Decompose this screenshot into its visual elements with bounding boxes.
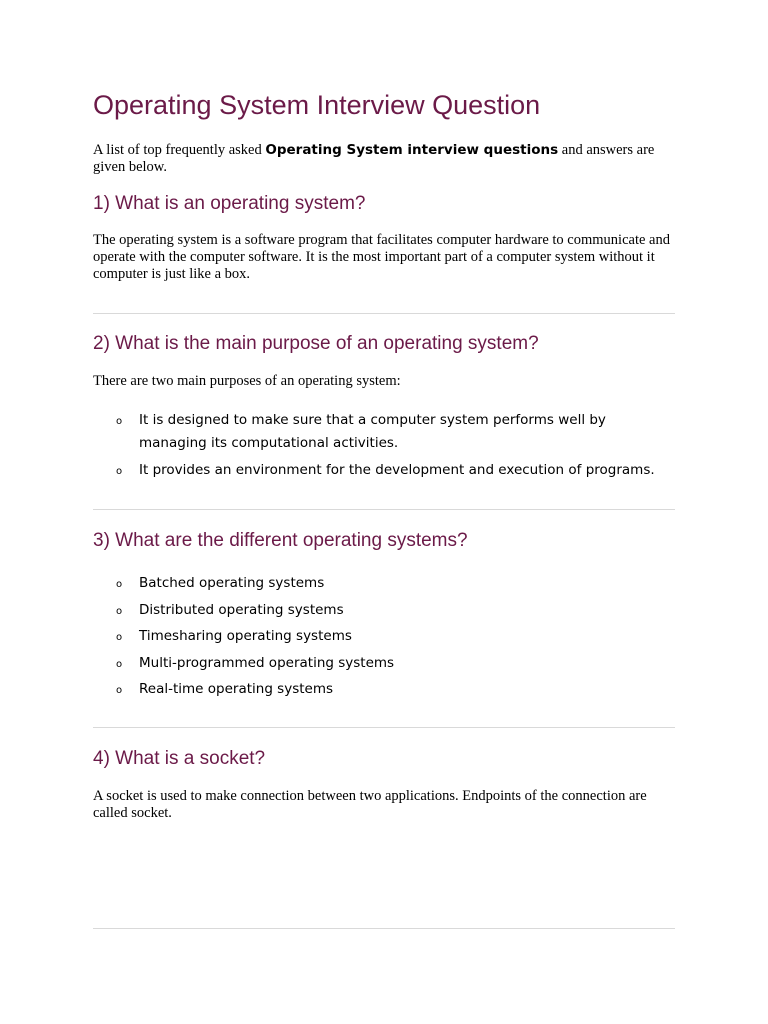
question-2-bullet-list: [93, 409, 675, 482]
list-item: [93, 459, 675, 482]
list-item-text: It is designed to make sure that a computer system performs well by managing its computational activities.: [139, 412, 606, 451]
question-3-bullet-list: [93, 572, 675, 701]
list-item: [93, 625, 675, 648]
list-item: [93, 678, 675, 701]
bullet-circle-icon: o: [116, 466, 123, 477]
section-divider: [93, 727, 675, 728]
bullet-circle-icon: o: [116, 685, 123, 696]
bullet-circle-icon: o: [116, 579, 123, 590]
intro-suffix: and answers are given below.: [93, 142, 655, 175]
question-1-heading: 1) What is an operating system?: [93, 193, 366, 214]
intro-bold: Operating System interview questions: [265, 142, 559, 158]
intro-prefix: A list of top frequently asked: [93, 142, 266, 158]
question-1-answer: The operating system is a software program that facilitates computer hardware to communicate and operate with the computer software. It is the most important part of a computer system without it computer is just like a box.: [93, 232, 670, 282]
list-item: [93, 599, 675, 622]
question-2-answer: There are two main purposes of an operating system:: [93, 373, 401, 389]
section-divider: [93, 509, 675, 510]
bullet-circle-icon: o: [116, 658, 123, 670]
list-item-text: Batched operating systems: [139, 575, 325, 591]
list-item-text: Timesharing operating systems: [139, 628, 352, 644]
section-divider: [93, 313, 675, 314]
question-4-answer: A socket is used to make connection between two applications. Endpoints of the connection are called socket.: [93, 788, 647, 821]
bullet-circle-icon: o: [116, 416, 123, 427]
list-item: [93, 409, 675, 455]
bullet-circle-icon: o: [116, 632, 123, 643]
question-3-heading: 3) What are the different operating systems?: [93, 530, 468, 551]
list-item: [93, 572, 675, 595]
question-2-heading: 2) What is the main purpose of an operating system?: [93, 333, 539, 354]
list-item-text: Distributed operating systems: [139, 601, 344, 618]
list-item-text: Multi-programmed operating systems: [139, 654, 395, 671]
page-title: Operating System Interview Question: [93, 90, 541, 120]
list-item-text: It provides an environment for the development and execution of programs.: [139, 462, 655, 478]
section-divider: [93, 928, 675, 929]
question-4-heading: 4) What is a socket?: [93, 748, 266, 769]
list-item: [93, 652, 675, 675]
bullet-circle-icon: o: [116, 605, 123, 617]
intro-paragraph: [93, 142, 675, 176]
list-item-text: Real-time operating systems: [139, 681, 334, 697]
